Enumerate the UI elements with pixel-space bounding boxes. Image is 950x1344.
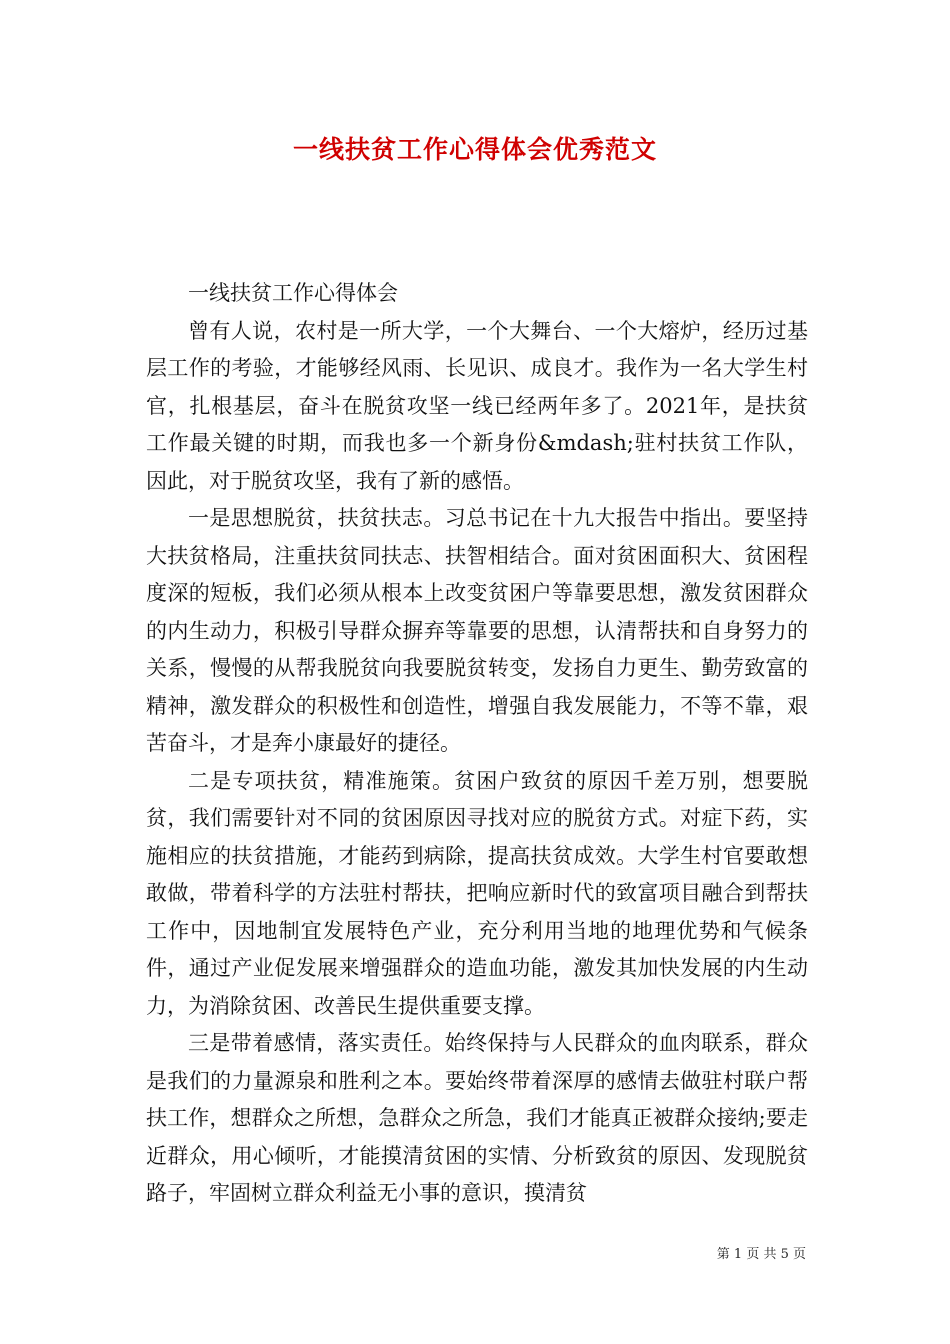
document-title: 一线扶贫工作心得体会优秀范文	[292, 135, 657, 164]
paragraph-point-three: 三是带着感情，落实责任。始终保持与人民群众的血肉联系，群众是我们的力量源泉和胜利之本。要始终带着深厚的感情去做驻村联户帮扶工作，想群众之所想，急群众之所急，我们才能真正被群众接纳;要走近群众，用心倾听，才能摸清贫困的实情、分析致贫的原因、发现脱贫路子，牢固树立群众利益无小事的意识，摸清贫	[146, 1031, 808, 1205]
document-body	[146, 275, 808, 1213]
paragraph-point-one: 一是思想脱贫，扶贫扶志。习总书记在十九大报告中指出。要坚持大扶贫格局，注重扶贫同扶志、扶智相结合。面对贫困面积大、贫困程度深的短板，我们必须从根本上改变贫困户等靠要思想，激发贫困群众的内生动力，积极引导群众摒弃等靠要的思想，认清帮扶和自身努力的关系，慢慢的从帮我脱贫向我要脱贫转变，发扬自力更生、勤劳致富的精神，激发群众的积极性和创造性，增强自我发展能力，不等不靠，艰苦奋斗，才是奔小康最好的捷径。	[146, 506, 808, 755]
paragraph-intro: 曾有人说，农村是一所大学，一个大舞台、一个大熔炉，经历过基层工作的考验，才能够经风雨、长见识、成良才。我作为一名大学生村官，扎根基层，奋斗在脱贫攻坚一线已经两年多了。2021年，是扶贫工作最关键的时期，而我也多一个新身份&mdash;驻村扶贫工作队，因此，对于脱贫攻坚，我有了新的感悟。	[146, 318, 808, 493]
paragraph-point-two: 二是专项扶贫，精准施策。贫困户致贫的原因千差万别，想要脱贫，我们需要针对不同的贫困原因寻找对应的脱贫方式。对症下药，实施相应的扶贫措施，才能药到病除，提高扶贫成效。大学生村官要敢想敢做，带着科学的方法驻村帮扶，把响应新时代的致富项目融合到帮扶工作中，因地制宜发展特色产业，充分利用当地的地理优势和气候条件，通过产业促发展来增强群众的造血功能，激发其加快发展的内生动力，为消除贫困、改善民生提供重要支撑。	[146, 768, 808, 1018]
page-number: 第 1 页 共 5 页	[716, 1247, 806, 1262]
paragraph-heading: 一线扶贫工作心得体会	[188, 281, 398, 305]
